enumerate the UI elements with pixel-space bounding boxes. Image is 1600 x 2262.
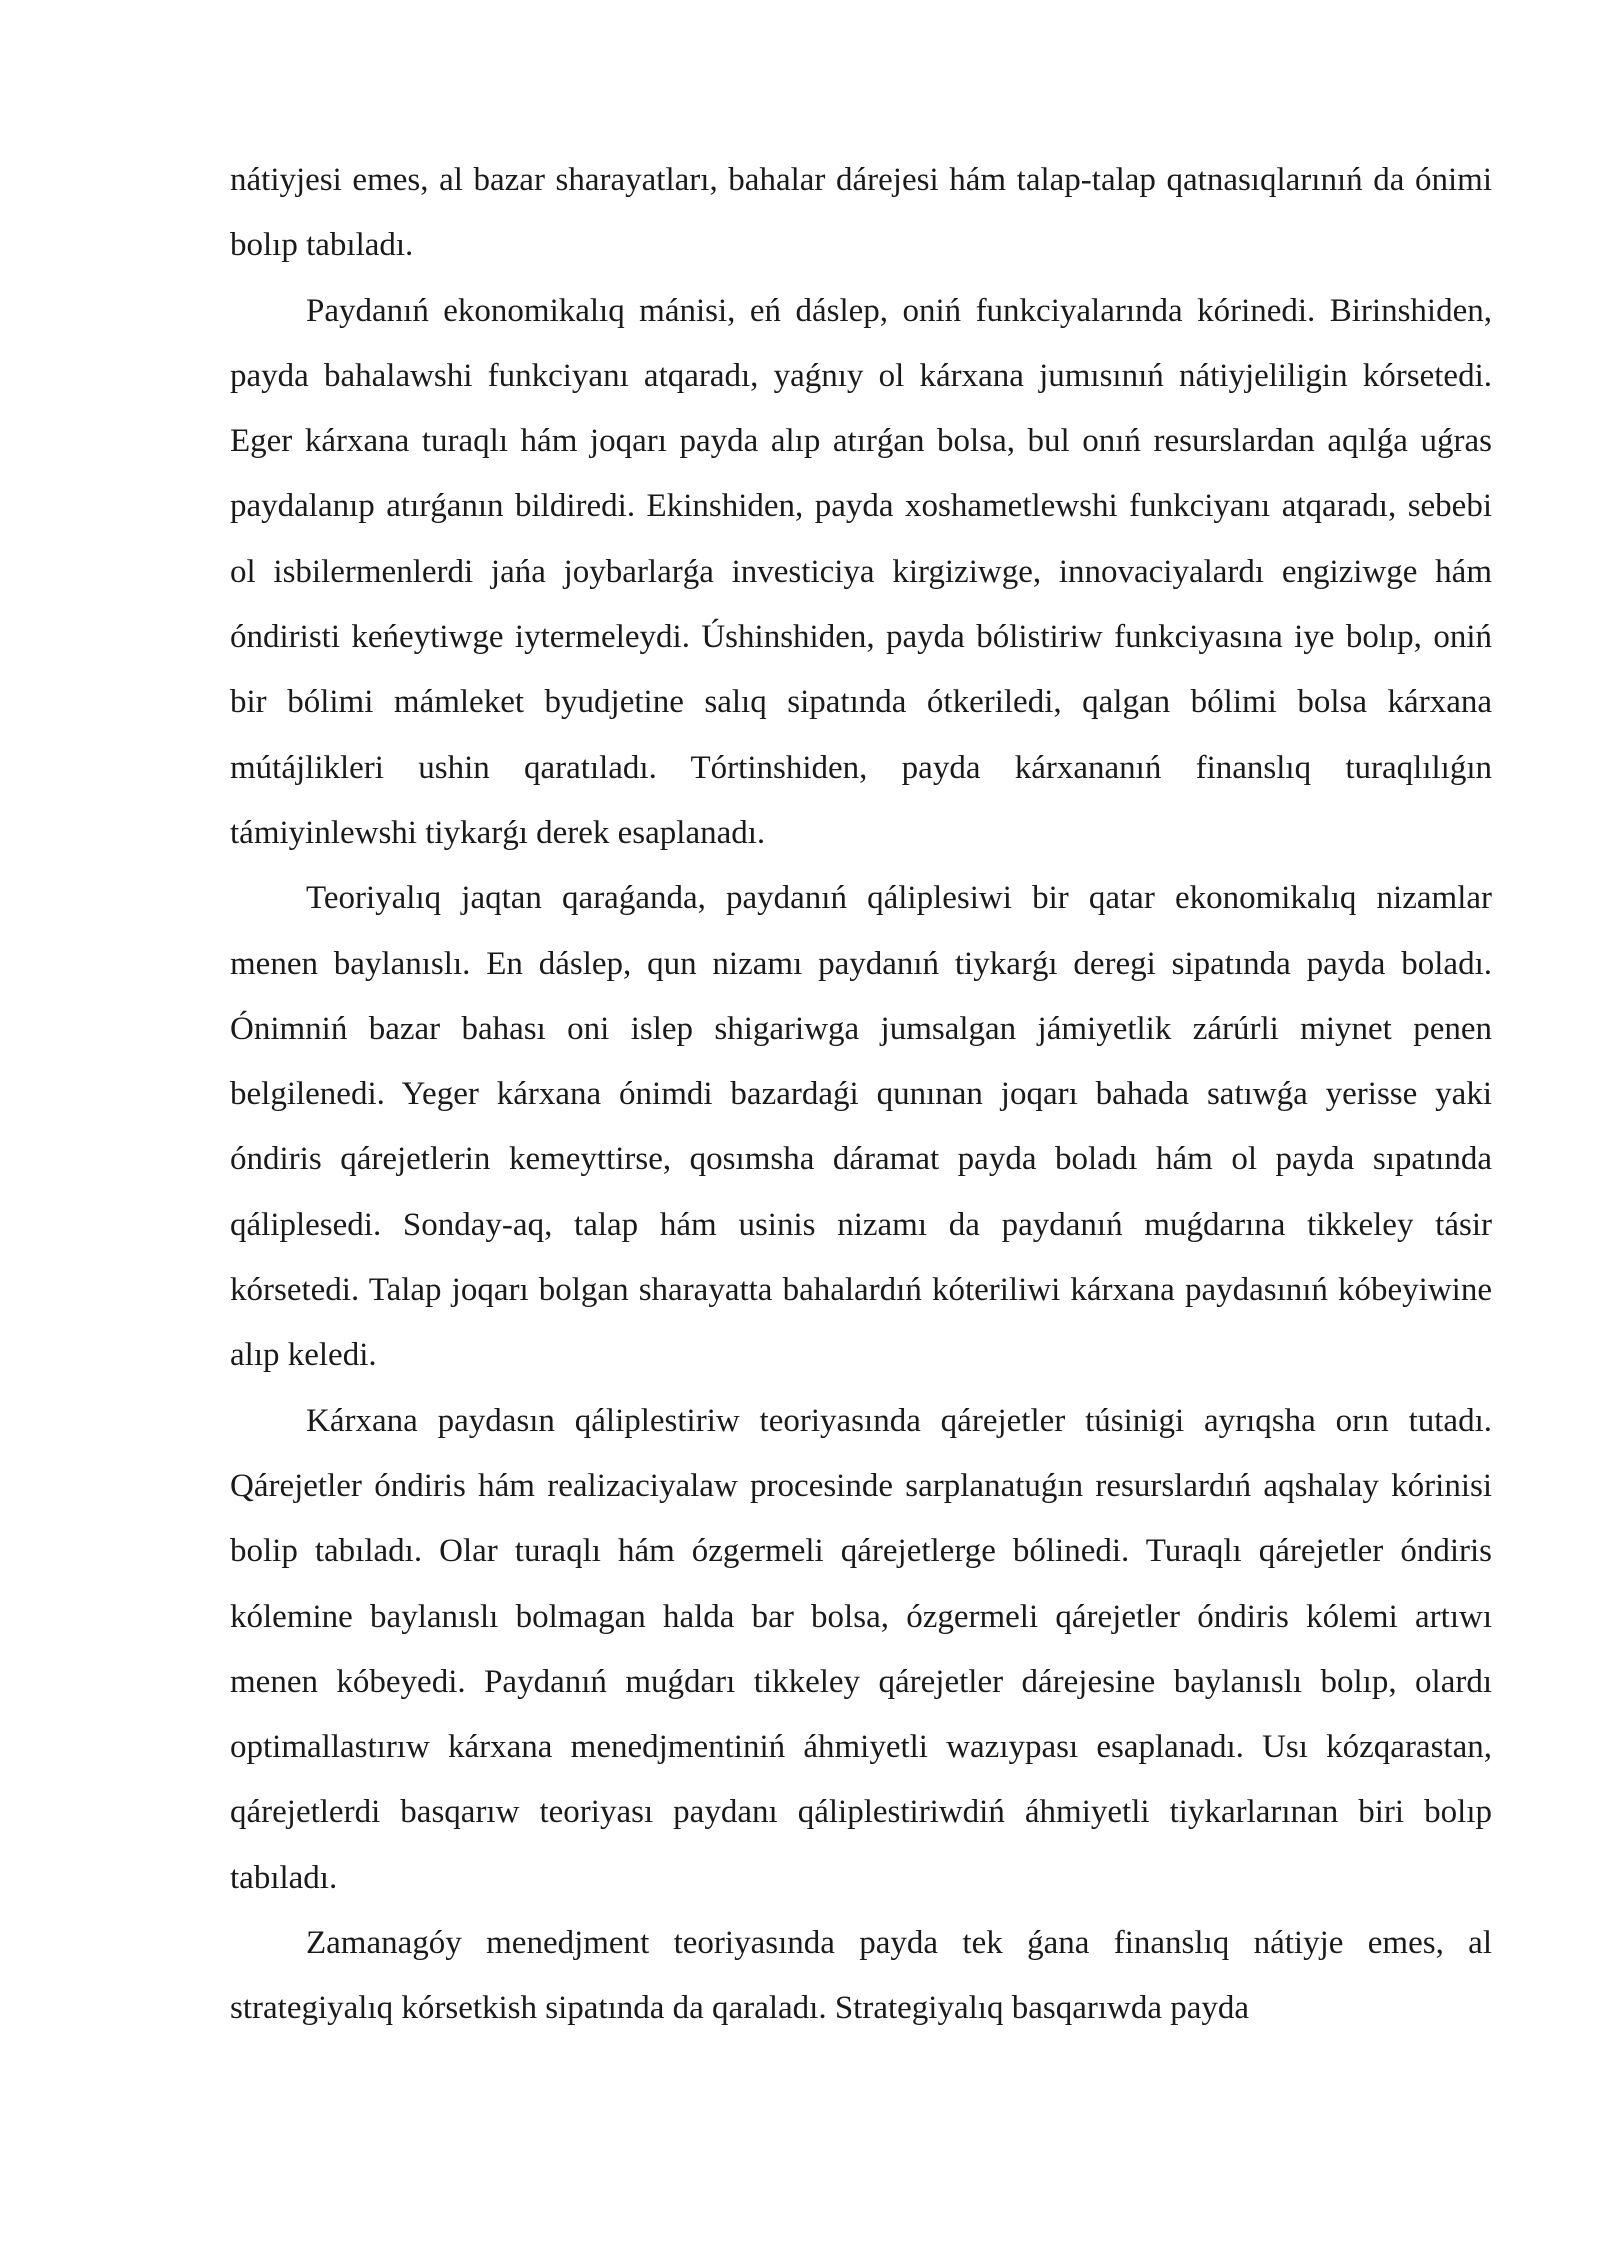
document-body [230,148,1492,2042]
paragraph-economic-laws: Teoriyalıq jaqtan qaraǵanda, paydanıń qáliplesiwi bir qatar ekonomikalıq nizamlar menen baylanıslı. En dáslep, qun nizamı paydanıń tiykarǵı deregi sipatında payda boladı. Ónimniń bazar bahası oni islep shigariwga jumsalgan jámiyetlik zárúrli miynet penen belgilenedi. Yeger kárxana ónimdi bazardaǵi qunınan joqarı bahada satıwǵa yerisse yaki óndiris qárejetlerin kemeyttirse, qosımsha dáramat payda boladı hám ol payda sıpatında qáliplesedi. Sonday-aq, talap hám usinis nizamı da paydanıń muǵdarına tikkeley tásir kórsetedi. Talap joqarı bolgan sharayatta bahalardıń kóteriliwi kárxana paydasınıń kóbeyiwine alıp keledi. [230,880,1492,1374]
paragraph-costs-theory: Kárxana paydasın qáliplestiriw teoriyasında qárejetler túsinigi ayrıqsha orın tutadı. Qárejetler óndiris hám realizaciyalaw procesinde sarplanatuǵın resurslardıń aqshalay kórinisi bolip tabıladı. Olar turaqlı hám ózgermeli qárejetlerge bólinedi. Turaqlı qárejetler óndiris kólemine baylanıslı bolmagan halda bar bolsa, ózgermeli qárejetler óndiris kólemi artıwı menen kóbeyedi. Paydanıń muǵdarı tikkeley qárejetler dárejesine baylanıslı bolıp, olardı optimallastırıw kárxana menedjmentiniń áhmiyetli wazıypası esaplanadı. Usı kózqarastan, qárejetlerdi basqarıw teoriyası paydanı qáliplestiriwdiń áhmiyetli tiykarlarınan biri bolıp tabıladı. [230,1402,1492,1896]
paragraph-continuation: nátiyjesi emes, al bazar sharayatları, bahalar dárejesi hám talap-talap qatnasıqlarınıń da ónimi bolıp tabıladı. [230,162,1492,264]
paragraph-profit-functions: Paydanıń ekonomikalıq mánisi, eń dáslep, oniń funkciyalarında kórinedi. Birinshiden, payda bahalawshi funkciyanı atqaradı, yaǵnıy ol kárxana jumısınıń nátiyjeliligin kórsetedi. Eger kárxana turaqlı hám joqarı payda alıp atırǵan bolsa, bul onıń resurslardan aqılǵa uǵras paydalanıp atırǵanın bildiredi. Ekinshiden, payda xoshametlewshi funkciyanı atqaradı, sebebi ol isbilermenlerdi jańa joybarlarǵa investiciya kirgiziwge, innovaciyalardı engiziwge hám óndiristi keńeytiwge iytermeleydi. Úshinshiden, payda bólistiriw funkciyasına iye bolıp, oniń bir bólimi mámleket byudjetine salıq sipatında ótkeriledi, qalgan bólimi bolsa kárxana mútájlikleri ushin qaratıladı. Tórtinshiden, payda kárxananıń finanslıq turaqlılıǵın támiyinlewshi tiykarǵı derek esaplanadı. [230,292,1492,851]
paragraph-strategic-management: Zamanagóy menedjment teoriyasında payda tek ǵana finanslıq nátiyje emes, al strategiyalıq kórsetkish sipatında da qaraladı. Strategiyalıq basqarıwda payda [230,1925,1492,2027]
